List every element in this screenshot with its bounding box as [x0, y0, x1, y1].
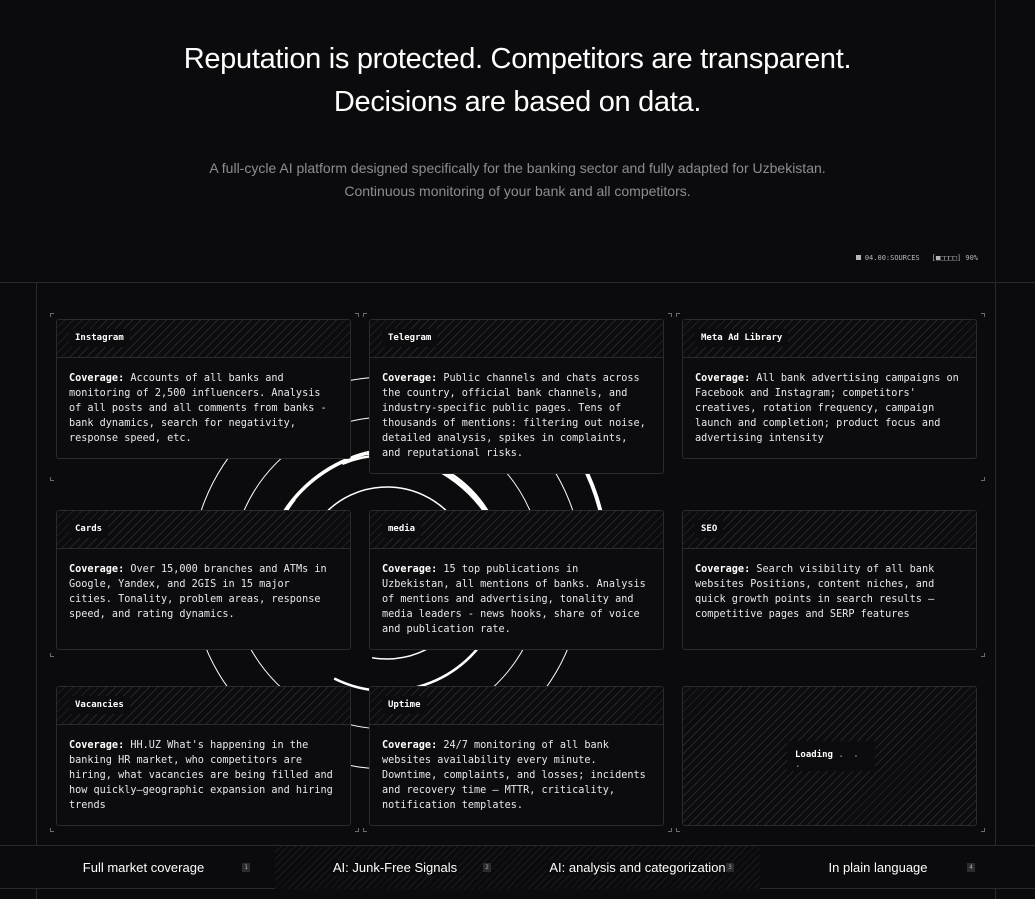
card-header	[370, 320, 663, 358]
card-coverage-label: Coverage:	[695, 373, 751, 384]
card-text: Search visibility of all bank websites Positions, content niches, and quick growth points in search results — competitive pages and SERP features	[695, 564, 935, 620]
corner-mark	[363, 828, 367, 832]
tab-label: In plain language	[828, 860, 928, 875]
loading-label: Loading	[795, 750, 833, 760]
corner-mark	[981, 313, 985, 317]
tab-number: 3	[726, 863, 734, 872]
card-body	[57, 549, 350, 634]
card-header	[57, 687, 350, 725]
status-section	[856, 254, 920, 262]
card-body	[57, 725, 350, 825]
corner-mark	[981, 653, 985, 657]
title-line-1: Reputation is protected. Competitors are transparent.	[183, 43, 852, 75]
tab-full-market-coverage[interactable]	[36, 846, 251, 889]
source-card-cards[interactable]	[56, 510, 351, 650]
card-coverage-label: Coverage:	[382, 564, 438, 575]
source-card-media[interactable]	[369, 510, 664, 650]
card-body	[683, 358, 976, 458]
card-body	[370, 549, 663, 649]
source-card-instagram[interactable]	[56, 319, 351, 459]
card-body	[370, 358, 663, 473]
square-icon	[856, 255, 861, 260]
corner-mark	[676, 313, 680, 317]
card-header	[57, 320, 350, 358]
card-tag: Uptime	[382, 696, 427, 714]
card-header	[370, 511, 663, 549]
tab-number: 4	[967, 863, 975, 872]
card-tag: media	[382, 520, 421, 538]
card-coverage-label: Coverage:	[69, 740, 125, 751]
tab-ai-analysis-categorization[interactable]	[515, 846, 760, 889]
tab-in-plain-language[interactable]	[760, 846, 996, 889]
tab-label: AI: Junk-Free Signals	[332, 860, 458, 875]
card-header	[683, 511, 976, 549]
card-coverage-label: Coverage:	[382, 373, 438, 384]
card-text: Accounts of all banks and monitoring of 2,500 influencers. Analysis of all posts and all comments from banks - bank dynamics, search for negativity, response speed, etc.	[69, 373, 327, 444]
corner-mark	[668, 828, 672, 832]
source-card-loading	[682, 686, 977, 826]
source-card-seo[interactable]	[682, 510, 977, 650]
title-line-2: Decisions are based on data.	[333, 86, 702, 118]
card-tag: Instagram	[69, 329, 130, 347]
card-text: Public channels and chats across the country, official bank channels, and industry-specific public pages. Tens of thousands of mentions: filtering out noise, detailed analysis, spikes in complaints, and reputational risks.	[382, 373, 646, 459]
corner-mark	[363, 313, 367, 317]
source-card-vacancies[interactable]	[56, 686, 351, 826]
subtitle-line-2: Continuous monitoring of your bank and all competitors.	[344, 183, 691, 199]
source-card-meta-ad-library[interactable]	[682, 319, 977, 459]
source-card-uptime[interactable]	[369, 686, 664, 826]
tab-number: 1	[242, 863, 250, 872]
card-text: Over 15,000 branches and ATMs in Google, Yandex, and 2GIS in 15 major cities. Tonality, problem areas, response speed, and rating dynamics.	[69, 564, 327, 620]
card-text: 15 top publications in Uzbekistan, all mentions of banks. Analysis of mentions and advertising, tonality and media leaders - news hooks, share of voice and publication rate.	[382, 564, 646, 635]
corner-mark	[50, 313, 54, 317]
card-tag: Cards	[69, 520, 108, 538]
card-body	[370, 725, 663, 825]
corner-mark	[676, 828, 680, 832]
card-tag: Vacancies	[69, 696, 130, 714]
loading-dots: . . .	[795, 750, 861, 770]
bottom-frame	[36, 889, 996, 899]
source-card-telegram[interactable]	[369, 319, 664, 474]
corner-mark	[981, 828, 985, 832]
card-header	[57, 511, 350, 549]
card-text: All bank advertising campaigns on Facebook and Instagram; competitors' creatives, rotation frequency, campaign launch and completion; product focus and advertising intensity	[695, 373, 959, 444]
tab-label: Full market coverage	[82, 860, 205, 875]
sources-grid	[36, 283, 996, 845]
tab-number: 2	[483, 863, 491, 872]
card-body	[57, 358, 350, 458]
hero-section	[0, 0, 1035, 283]
status-progress: [■□□□□] 90%	[931, 254, 978, 262]
corner-mark	[50, 828, 54, 832]
corner-mark	[355, 828, 359, 832]
card-coverage-label: Coverage:	[382, 740, 438, 751]
card-tag: Telegram	[382, 329, 437, 347]
card-tag: SEO	[695, 520, 723, 538]
card-header	[370, 687, 663, 725]
loading-indicator	[787, 741, 875, 771]
subtitle-line-1: A full-cycle AI platform designed specifically for the banking sector and fully adapted for Uzbekistan.	[209, 160, 826, 176]
card-coverage-label: Coverage:	[695, 564, 751, 575]
corner-mark	[668, 313, 672, 317]
card-text: 24/7 monitoring of all bank websites availability every minute. Downtime, complaints, and losses; incidents and recovery time — MTTR, criticality, notification templates.	[382, 740, 646, 811]
card-body	[683, 549, 976, 634]
section-status	[856, 254, 978, 262]
corner-mark	[981, 477, 985, 481]
card-tag: Meta Ad Library	[695, 329, 788, 347]
tab-label: AI: analysis and categorization	[549, 860, 726, 875]
card-text: HH.UZ What's happening in the banking HR market, who competitors are hiring, what vacancies are being filled and how quickly—geographic expansion and hiring trends	[69, 740, 333, 811]
corner-mark	[355, 313, 359, 317]
card-coverage-label: Coverage:	[69, 373, 125, 384]
page-subtitle	[0, 157, 1035, 203]
page-title	[0, 38, 1035, 124]
corner-mark	[50, 477, 54, 481]
feature-tabs	[0, 845, 1035, 889]
card-header	[683, 320, 976, 358]
status-section-label: 04.00:SOURCES	[864, 254, 920, 262]
card-coverage-label: Coverage:	[69, 564, 125, 575]
tab-ai-junk-free-signals[interactable]	[275, 846, 515, 889]
corner-mark	[50, 653, 54, 657]
